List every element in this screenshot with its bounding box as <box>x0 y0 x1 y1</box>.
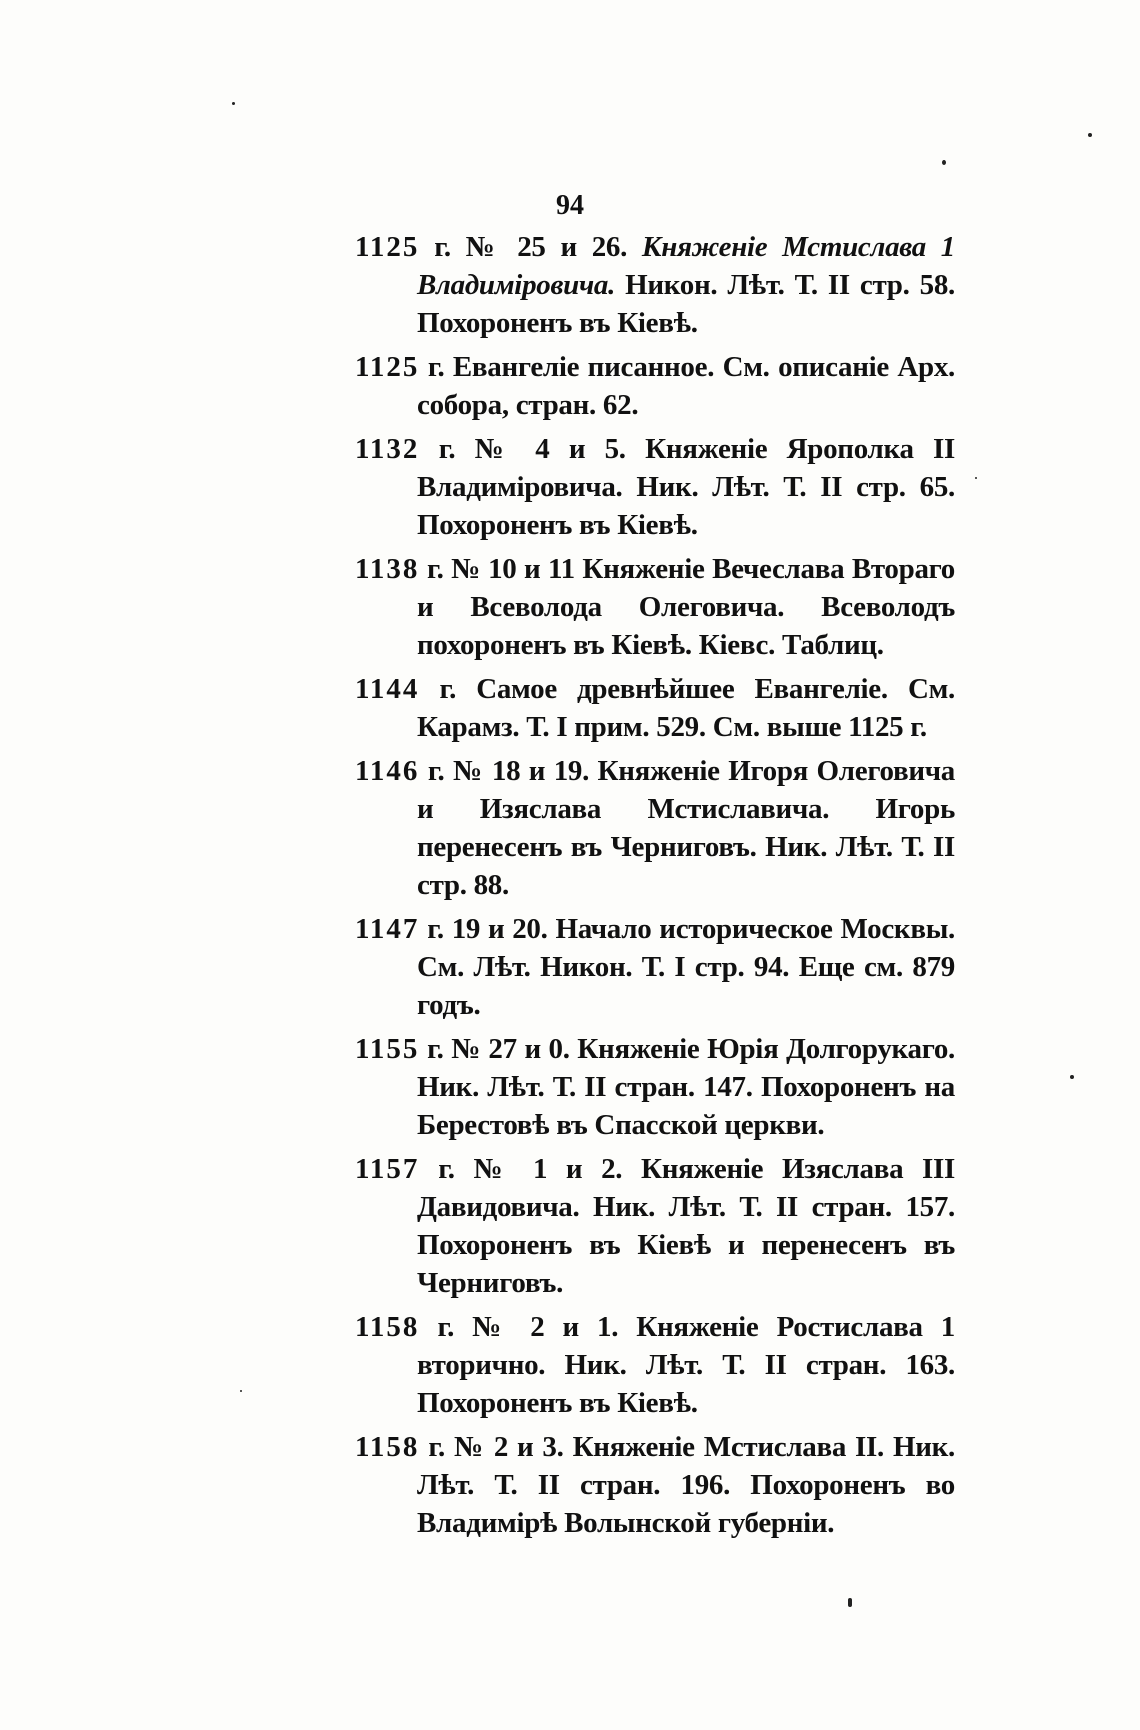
entry-year: 1144 <box>355 673 420 705</box>
scan-speck <box>1088 133 1092 137</box>
scan-speck <box>232 102 235 105</box>
scan-speck <box>240 1390 242 1392</box>
entry-text: г. № 27 и 0. Княженіе Юрія Долгорукаго. Ник. Лѣт. Т. II стран. 147. Похороненъ на Берестовѣ въ Спасской церкви. <box>417 1033 955 1141</box>
entry-year: 1158 <box>355 1311 420 1343</box>
entry-text: г. № 18 и 19. Княженіе Игоря Олеговича и Изяслава Мстиславича. Игорь перенесенъ въ Черниговъ. Ник. Лѣт. Т. II стр. 88. <box>417 755 956 901</box>
entry-text: г. Евангеліе писанное. См. описаніе Арх. собора, стран. 62. <box>417 351 956 421</box>
chronology-entry <box>355 1150 955 1302</box>
chronology-entry <box>355 348 955 424</box>
scan-speck <box>942 160 946 165</box>
entry-year: 1138 <box>355 553 420 585</box>
entry-text: г. № 1 и 2. Княженіе Изяслава III Давидовича. Ник. Лѣт. Т. II стран. 157. Похороненъ въ Кіевѣ и перенесенъ въ Черниговъ. <box>417 1153 955 1299</box>
entry-year: 1125 <box>355 351 420 383</box>
chronology-entry <box>355 1308 955 1422</box>
entry-text: г. № 4 и 5. Княженіе Ярополка II Владиміровича. Ник. Лѣт. Т. II стр. 65. Похороненъ въ Кіевѣ. <box>417 433 955 541</box>
entry-year: 1157 <box>355 1153 420 1185</box>
entry-text: г. № 25 и 26. <box>434 231 642 263</box>
entry-text: г. № 2 и 1. Княженіе Ростислава 1 вторично. Ник. Лѣт. Т. II стран. 163. Похороненъ въ Кіевѣ. <box>417 1311 955 1419</box>
scan-speck <box>1070 1075 1074 1079</box>
entry-year: 1146 <box>355 755 420 787</box>
scan-speck <box>848 1598 852 1607</box>
entry-text: г. 19 и 20. Начало историческое Москвы. См. Лѣт. Никон. Т. I стр. 94. Еще см. 879 годъ. <box>417 913 955 1021</box>
entry-text: г. Самое древнѣйшее Евангеліе. См. Карамз. Т. I прим. 529. См. выше 1125 г. <box>417 673 955 743</box>
entry-year: 1147 <box>355 913 420 945</box>
chronology-entry <box>355 1428 955 1542</box>
chronology-entry <box>355 228 955 342</box>
chronology-entry <box>355 430 955 544</box>
entry-year: 1158 <box>355 1431 420 1463</box>
chronology-entry <box>355 752 955 904</box>
entry-text: г. № 10 и 11 Княженіе Вечеслава Втораго и Всеволода Олеговича. Всеволодъ похороненъ въ Кіевѣ. Кіевс. Таблиц. <box>417 553 956 661</box>
entry-text-italic: Княженіе Мстислава 1 Владимiровича. <box>417 231 955 301</box>
entry-text: г. № 2 и 3. Княженіе Мстислава II. Ник. Лѣт. Т. II стран. 196. Похороненъ во Владимірѣ Волынской губерніи. <box>417 1431 955 1539</box>
chronology-entry <box>355 910 955 1024</box>
entry-year: 1155 <box>355 1033 420 1065</box>
entry-year: 1132 <box>355 433 420 465</box>
chronology-list <box>355 228 955 1548</box>
chronology-entry <box>355 550 955 664</box>
page-number: 94 <box>556 190 584 221</box>
chronology-entry <box>355 1030 955 1144</box>
chronology-entry <box>355 670 955 746</box>
entry-year: 1125 <box>355 231 420 263</box>
scan-speck <box>975 477 977 479</box>
entry-text: Никон. Лѣт. Т. II стр. 58. Похороненъ въ Кіевѣ. <box>417 269 955 339</box>
